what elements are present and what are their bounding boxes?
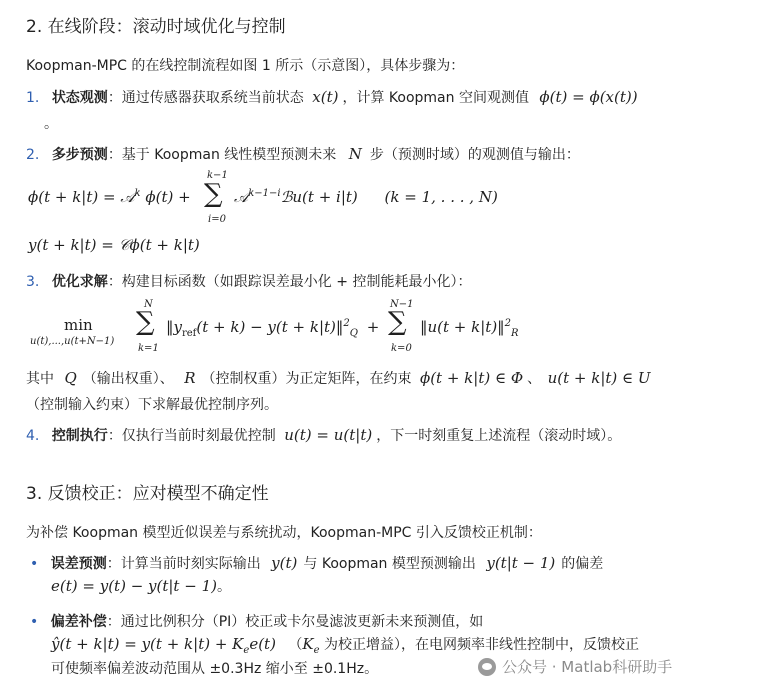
step2-math-N: N: [348, 145, 362, 163]
eq1-sup-k: k: [134, 188, 141, 199]
step3-line: [26, 271, 471, 291]
opt-sum1-bot: k=1: [138, 343, 159, 354]
bullet1-text-b: 与 Koopman 模型预测输出: [303, 556, 476, 572]
bullet2-math-sub-e: e: [243, 644, 250, 656]
bullet2-line: [30, 611, 483, 631]
bullet2-label: 偏差补偿: [50, 614, 107, 630]
watermark-text: 公众号 · Matlab科研助手: [502, 658, 673, 676]
bullet1-text-a: ：计算当前时刻实际输出: [106, 556, 261, 572]
section2-title: 2. 在线阶段：滚动时域优化与控制: [26, 17, 286, 37]
step4-math: u(t) = u(t|t): [284, 426, 373, 444]
wechat-icon: [478, 658, 496, 676]
where-constraint-u: u(t + k|t) ∈ U: [547, 369, 651, 387]
step1-math-phi: ϕ(t) = ϕ(x(t)): [539, 88, 638, 106]
opt-term1-a: ‖y: [166, 318, 182, 336]
bullet2-math-et: e(t): [249, 635, 276, 653]
eq1-lhs: [28, 188, 191, 206]
step2-text-a: ：基于 Koopman 线性模型预测未来: [107, 147, 337, 163]
step4-text-b: ，下一时刻重复上述流程（滚动时域）。: [376, 428, 622, 444]
opt-where-line: [26, 368, 651, 388]
eq1-rest: ℬu(t + i|t): [280, 188, 358, 206]
section3-title: 3. 反馈校正：应对模型不确定性: [26, 484, 269, 504]
bullet1-dot-icon: •: [30, 556, 39, 572]
eq2: y(t + k|t) = 𝒞ϕ(t + k|t): [28, 236, 200, 254]
step2-text-b: 步（预测时域）的观测值与输出：: [369, 147, 580, 163]
opt-plus: +: [366, 318, 380, 336]
step4-number: 4.: [26, 428, 40, 444]
bullet1-math-e: e(t) = y(t) − y(t|t − 1): [51, 577, 217, 595]
where-b: （输出权重）、: [82, 371, 174, 387]
bullet2-text-c: 为校正增益），在电网频率非线性控制中，反馈校正: [323, 637, 639, 653]
opt-term2-sub-R: R: [511, 328, 519, 339]
step1-text-a: ：通过传感器获取系统当前状态: [107, 90, 304, 106]
step1-label: 状态观测: [51, 90, 108, 106]
step3-number: 3.: [26, 274, 40, 290]
opt-sum1-sign: ∑: [136, 307, 155, 337]
eq1-range: (k = 1, . . . , N): [384, 188, 498, 206]
step2-line: [26, 144, 580, 164]
bullet1-math-y: y(t): [271, 554, 298, 572]
opt-where-line2: （控制输入约束）下求解最优控制序列。: [26, 397, 278, 413]
where-a: 其中: [26, 371, 54, 387]
bullet2-text-b: （: [288, 637, 303, 653]
opt-sum2-top: N−1: [390, 299, 414, 310]
step3-label: 优化求解: [51, 274, 108, 290]
opt-term2-a: ‖u(t + k|t)‖: [420, 318, 505, 336]
where-Q: Q: [64, 369, 77, 387]
opt-term1-sub-ref: ref: [181, 328, 197, 339]
eq1-sum-top: k−1: [207, 170, 228, 181]
eq1-mid: ϕ(t) +: [145, 188, 191, 206]
eq1-lhs-text: ϕ(t + k|t) = 𝒜: [28, 188, 135, 206]
bullet2-math-Ke: K: [302, 635, 314, 653]
step4-text-a: ：仅执行当前时刻最优控制: [107, 428, 276, 444]
where-d: 、: [527, 371, 542, 387]
opt-sum2-sign: ∑: [388, 307, 407, 337]
section2-intro: Koopman-MPC 的在线控制流程如图 1 所示（示意图），具体步骤为：: [26, 58, 465, 74]
bullet1-text-c: 的偏差: [561, 556, 604, 572]
where-c: （控制权重）为正定矩阵，在约束: [201, 371, 412, 387]
bullet2-math-yhat: ŷ(t + k|t) = y(t + k|t) + K: [51, 635, 244, 653]
step1-math-x: x(t): [312, 88, 339, 106]
eq1-rhs: [234, 188, 498, 206]
bullet2-line3: 可使频率偏差波动范围从 ±0.3Hz 缩小至 ±0.1Hz。: [51, 661, 379, 677]
step1-line: [26, 87, 638, 107]
opt-term1-sup: 2: [343, 318, 350, 329]
step4-label: 控制执行: [51, 428, 108, 444]
bullet1-label: 误差预测: [50, 556, 107, 572]
step2-label: 多步预测: [51, 147, 108, 163]
watermark: [478, 656, 672, 677]
opt-min: min: [64, 316, 93, 334]
where-constraint-phi: ϕ(t + k|t) ∈ Φ: [419, 369, 524, 387]
where-R: R: [184, 369, 196, 387]
opt-term1: [166, 318, 383, 339]
eq1-term-A: 𝒜: [234, 188, 249, 206]
opt-term1-sub-Q: Q: [349, 328, 358, 339]
bullet1-math-ypred: y(t|t − 1): [486, 554, 556, 572]
opt-sum2-bot: k=0: [391, 343, 412, 354]
opt-sum1-top: N: [144, 299, 153, 310]
opt-min-sub: u(t),...,u(t+N−1): [30, 336, 115, 347]
step1-number: 1.: [26, 90, 40, 106]
step1-text-b: ，计算 Koopman 空间观测值: [342, 90, 529, 106]
step2-number: 2.: [26, 147, 40, 163]
bullet2-math-Ke-sub: e: [313, 644, 320, 656]
step3-text-a: ：构建目标函数（如跟踪误差最小化 + 控制能耗最小化）：: [107, 274, 472, 290]
bullet1-line2: [51, 576, 231, 596]
step1-tail: 。: [44, 116, 58, 132]
bullet2-dot-icon: •: [30, 614, 39, 630]
eq1-sup-exp: k−1−i: [248, 188, 281, 199]
section3-intro: 为补偿 Koopman 模型近似误差与系统扰动，Koopman-MPC 引入反馈校正机制：: [26, 525, 542, 541]
bullet1-tail: 。: [216, 579, 231, 595]
opt-term2: [420, 318, 519, 339]
bullet2-text-a: ：通过比例积分（PI）校正或卡尔曼滤波更新未来预测值，如: [106, 614, 484, 630]
bullet2-line2: [51, 634, 639, 656]
eq1-sum-sign: ∑: [204, 179, 223, 209]
bullet1-line: [30, 553, 603, 573]
opt-term1-b: (t + k) − y(t + k|t)‖: [196, 318, 344, 336]
step4-line: [26, 425, 621, 445]
eq1-sum-bot: i=0: [208, 214, 226, 225]
opt-term2-sup: 2: [504, 318, 512, 329]
